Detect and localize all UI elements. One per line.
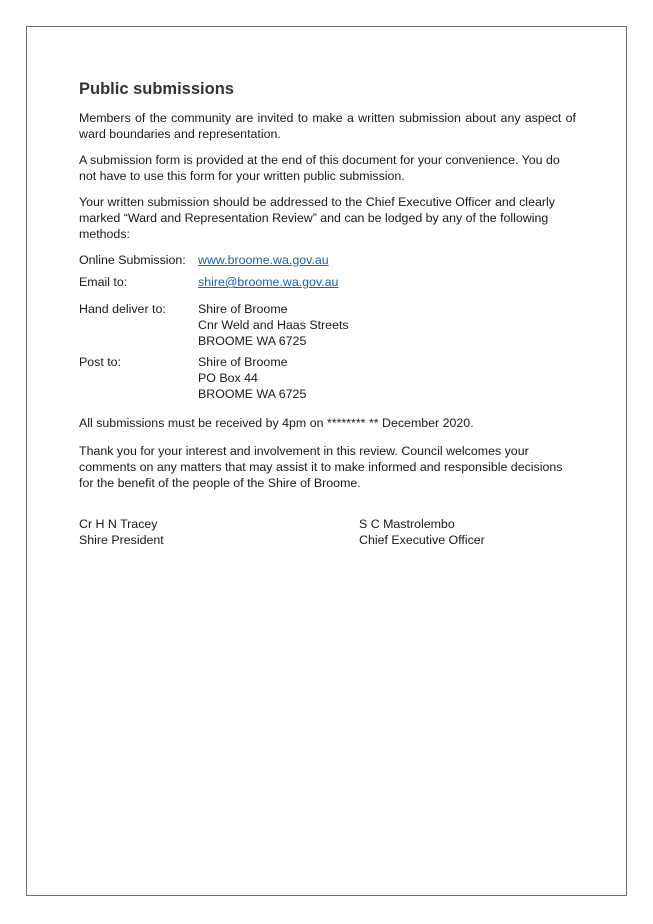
signatory-name: S C Mastrolembo xyxy=(359,517,455,531)
address-line: Shire of Broome xyxy=(198,302,288,316)
thanks-paragraph: Thank you for your interest and involvement in this review. Council welcomes your comments on any matters that may assist it to make informed and responsible decisions for the benefit of the people of the Shire of Broome. xyxy=(79,444,563,490)
signatory-title: Shire President xyxy=(79,533,164,547)
address-line: PO Box 44 xyxy=(198,371,258,385)
hand-deliver-address xyxy=(198,301,576,349)
address-line: BROOME WA 6725 xyxy=(198,387,307,401)
address-line: Shire of Broome xyxy=(198,355,288,369)
signature-block-president xyxy=(79,516,359,548)
address-line: Cnr Weld and Haas Streets xyxy=(198,318,349,332)
hand-deliver-row xyxy=(79,301,576,349)
online-submission-label: Online Submission: xyxy=(79,253,186,267)
post-label: Post to: xyxy=(79,355,122,369)
intro-paragraph: Members of the community are invited to make a written submission about any aspect of ward boundaries and representation. xyxy=(79,111,576,141)
address-line: BROOME WA 6725 xyxy=(198,334,307,348)
signatory-name: Cr H N Tracey xyxy=(79,517,158,531)
document-body xyxy=(79,78,576,548)
website-link[interactable]: www.broome.wa.gov.au xyxy=(198,253,329,267)
signatory-title: Chief Executive Officer xyxy=(359,533,485,547)
post-address xyxy=(198,354,576,402)
email-row xyxy=(79,274,576,290)
signature-block-ceo xyxy=(359,516,639,548)
form-paragraph: A submission form is provided at the end of this document for your convenience. You do not have to use this form for your written public submission. xyxy=(79,153,560,183)
hand-deliver-label: Hand deliver to: xyxy=(79,302,166,316)
signature-section xyxy=(79,516,576,548)
address-paragraph: Your written submission should be addressed to the Chief Executive Officer and clearly marked “Ward and Representation Review” and can be lodged by any of the following methods: xyxy=(79,195,555,241)
online-submission-row xyxy=(79,252,576,268)
email-link[interactable]: shire@broome.wa.gov.au xyxy=(198,275,339,289)
post-row xyxy=(79,354,576,402)
section-heading: Public submissions xyxy=(79,80,234,98)
deadline-paragraph: All submissions must be received by 4pm on ******** ** December 2020. xyxy=(79,416,474,430)
email-label: Email to: xyxy=(79,275,128,289)
